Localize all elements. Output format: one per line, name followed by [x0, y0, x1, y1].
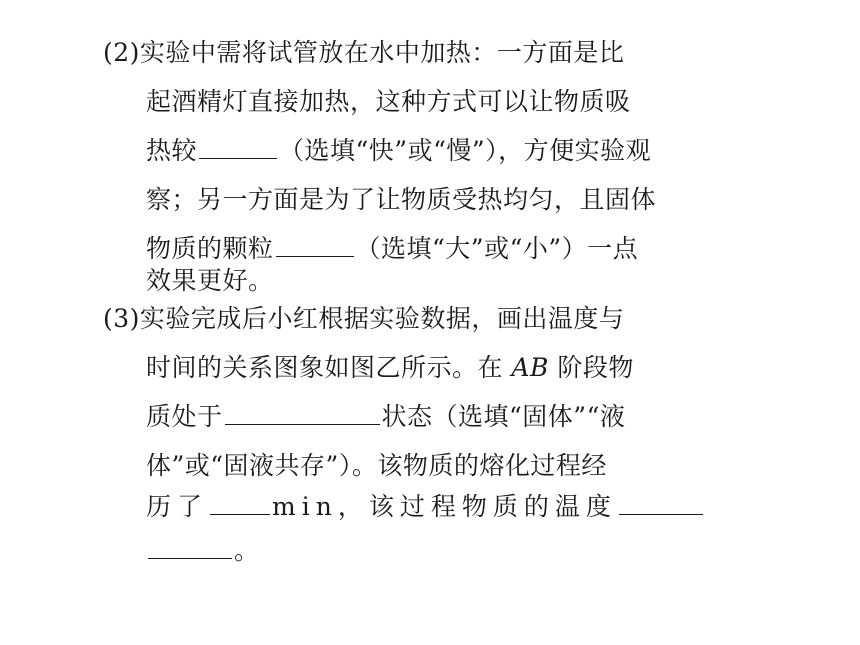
question-2-line-3 — [146, 136, 651, 166]
question-3-line-1 — [103, 304, 624, 334]
question-2-line-2 — [146, 87, 631, 117]
question-2-text-5a: 物质的颗粒 — [146, 234, 274, 263]
segment-ab-label: AB — [511, 353, 549, 382]
answer-blank-melting-time[interactable] — [210, 492, 270, 515]
question-3-line-3 — [146, 402, 625, 432]
question-2-text-4: 察；另一方面是为了让物质受热均匀，且固体 — [146, 185, 657, 214]
question-2-text-5b: （选填“大”或“小”）一点 — [355, 234, 639, 263]
question-2-text-3a: 热较 — [146, 136, 198, 165]
question-2-text-2: 起酒精灯直接加热，这种方式可以让物质吸 — [146, 87, 631, 116]
answer-blank-temperature-part1[interactable] — [619, 492, 703, 515]
question-2-text-1: 实验中需将试管放在水中加热：一方面是比 — [139, 38, 625, 67]
question-2-number: (2) — [103, 38, 140, 67]
question-2-text-3b: （选填“快”或“慢”），方便实验观 — [279, 136, 652, 165]
question-2-line-4 — [146, 185, 656, 215]
question-3-text-5a: 历了 — [146, 492, 209, 521]
question-3-line-4 — [146, 451, 607, 481]
answer-blank-state[interactable] — [225, 402, 380, 425]
question-2-line-1 — [103, 38, 624, 68]
question-3-line-6 — [146, 536, 260, 566]
question-3-text-3b: 状态（选填“固体”“液 — [381, 402, 626, 431]
question-3-text-4: 体”或“固液共存”）。该物质的熔化过程经 — [146, 451, 607, 480]
question-3-text-3a: 质处于 — [146, 402, 223, 431]
question-3-text-1: 实验完成后小红根据实验数据，画出温度与 — [139, 304, 625, 333]
question-3-line-5 — [146, 492, 705, 522]
answer-blank-temperature-part2[interactable] — [148, 536, 232, 559]
question-2-text-6: 效果更好。 — [146, 266, 274, 295]
question-3-text-6: 。 — [234, 536, 260, 565]
question-3-unit: min， — [272, 492, 369, 521]
question-3-text-5b: 该过程物质的温度 — [368, 492, 617, 521]
question-2-line-5 — [146, 234, 638, 264]
question-3-line-2 — [146, 353, 634, 383]
question-2-line-6 — [146, 266, 274, 296]
answer-blank-particle-size[interactable] — [276, 234, 354, 257]
answer-blank-speed[interactable] — [199, 136, 277, 159]
question-3-text-2b: 阶段物 — [557, 353, 634, 382]
question-3-number: (3) — [103, 304, 140, 333]
question-3-text-2a: 时间的关系图象如图乙所示。在 — [146, 353, 504, 382]
